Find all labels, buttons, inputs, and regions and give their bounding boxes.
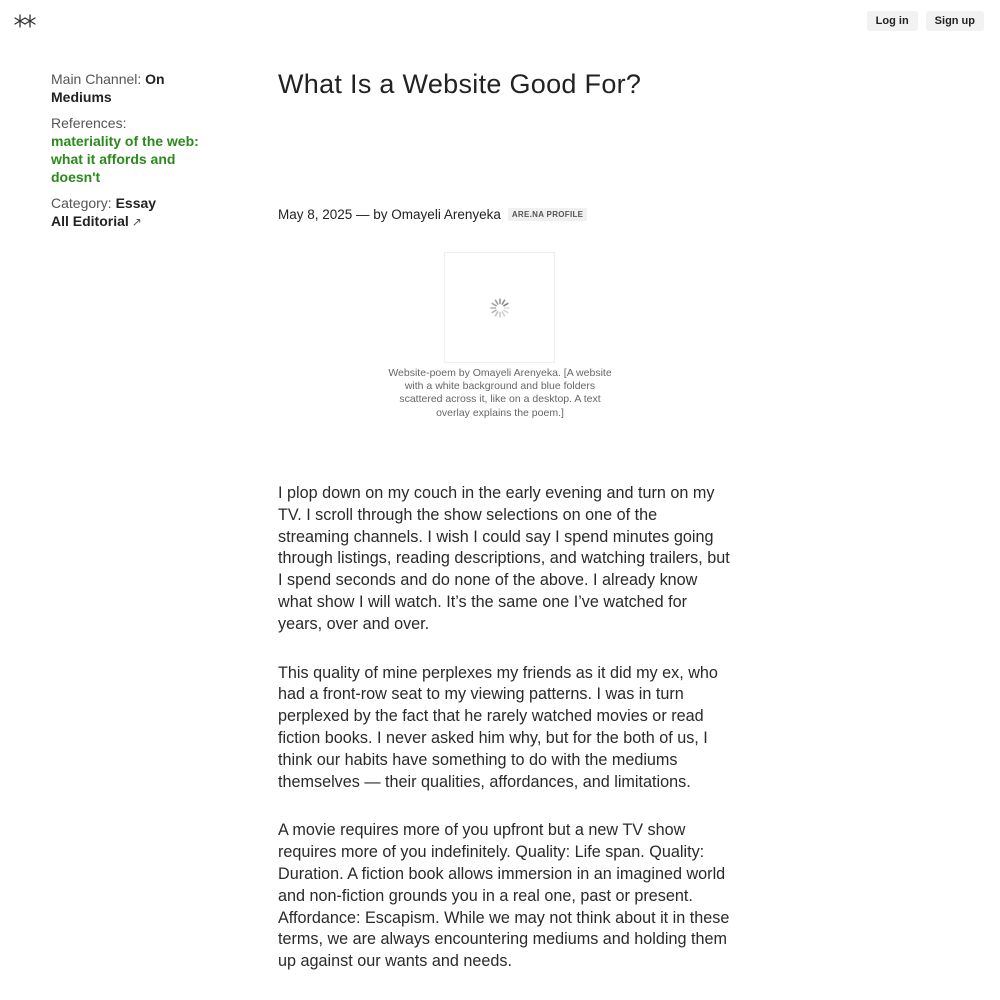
reference-link[interactable]: materiality of the web: what it affords and doesn't: [51, 133, 199, 185]
arrow-up-right-icon: ↗: [131, 215, 142, 229]
all-editorial-link[interactable]: [51, 213, 142, 229]
signup-button[interactable]: Sign up: [926, 11, 984, 31]
category: [51, 194, 201, 231]
all-editorial-label: All Editorial: [51, 213, 129, 229]
category-link[interactable]: Essay: [115, 195, 157, 211]
paragraph: This quality of mine perplexes my friends as it did my ex, who had a front-row seat to my viewing patterns. I was in turn perplexed by the fact that he rarely watched movies or read fiction books. I never asked him why, but for the both of us, I think our habits have something to do with the mediums themselves — their qualities, affordances, and limitations.: [278, 663, 718, 791]
loading-spinner-icon: [490, 298, 510, 318]
article-body: [278, 483, 730, 1000]
main-channel-label: Main Channel:: [51, 71, 142, 87]
references: [51, 114, 201, 186]
byline: [278, 207, 587, 222]
profile-badge[interactable]: ARE.NA PROFILE: [508, 208, 587, 221]
image-caption: Website-poem by Omayeli Arenyeka. [A website with a white background and blue folders scattered across it, like on a desktop. A text overlay explains the poem.]: [388, 367, 612, 419]
asterisk-pair-icon[interactable]: [14, 11, 38, 31]
category-label: Category:: [51, 195, 112, 211]
article-meta-sidebar: [51, 70, 201, 239]
paragraph: A movie requires more of you upfront but a new TV show requires more of you indefinitely. Quality: Life span. Quality: Duration. A fiction book allows immersion in an imagined world and non-fiction grounds you in a real one, past or present. Affordance: Escapism. While we may not think about it in these terms, we are always encountering mediums and holding them up against our wants and needs.: [278, 821, 730, 971]
article-title: What Is a Website Good For?: [278, 69, 642, 99]
login-button[interactable]: Log in: [867, 11, 918, 31]
byline-text: May 8, 2025 — by Omayeli Arenyeka: [278, 207, 501, 222]
auth-buttons: [867, 11, 984, 31]
paragraph: I plop down on my couch in the early evening and turn on my TV. I scroll through the show selections on one of the streaming channels. I wish I could say I spend minutes going through listings, reading descriptions, and watching trailers, but I spend seconds and do none of the above. I already know what show I will watch. It’s the same one I’ve watched for years, over and over.: [278, 484, 730, 633]
main-channel-link[interactable]: On Mediums: [51, 71, 165, 105]
article-image[interactable]: [444, 252, 555, 363]
references-label: References:: [51, 115, 127, 131]
main-channel: [51, 70, 201, 106]
